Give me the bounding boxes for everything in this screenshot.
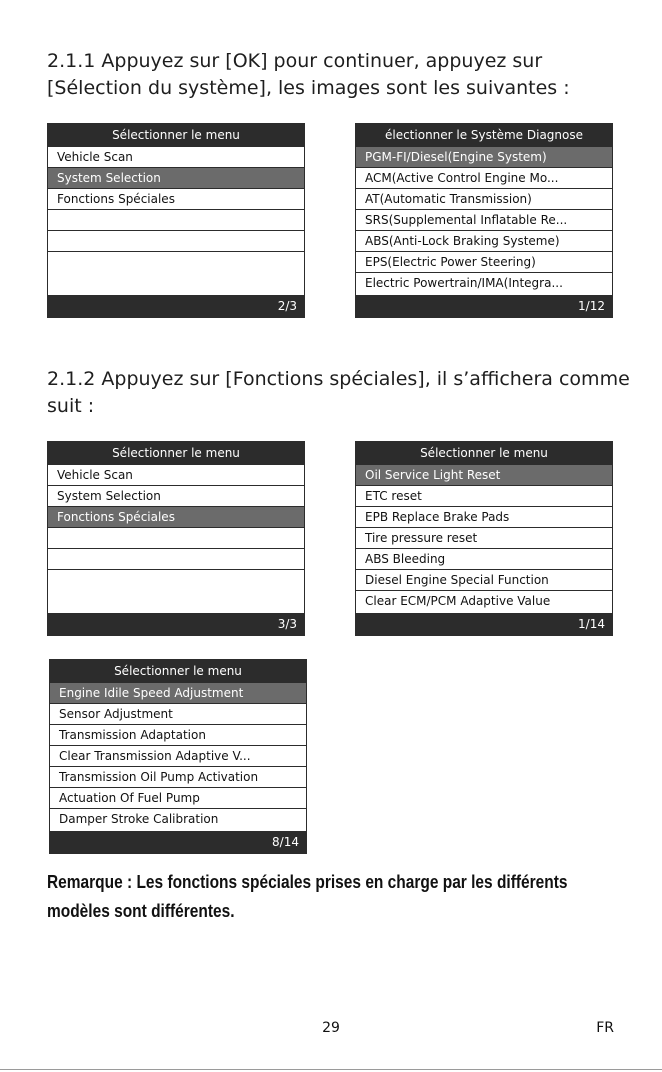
heading-line: [Sélection du système], les images sont les suivantes : bbox=[47, 77, 570, 99]
function-item[interactable]: Sensor Adjustment bbox=[50, 704, 306, 725]
menu-item-empty bbox=[48, 549, 304, 570]
page-indicator: 3/3 bbox=[277, 617, 297, 631]
function-item[interactable]: Damper Stroke Calibration bbox=[59, 812, 219, 826]
page-number: 29 bbox=[322, 1020, 340, 1036]
section-heading-2-1-1 bbox=[47, 48, 627, 102]
remark-note bbox=[47, 868, 568, 926]
function-item[interactable]: EPB Replace Brake Pads bbox=[356, 507, 612, 528]
menu-item-empty bbox=[48, 528, 304, 549]
page-indicator: 2/3 bbox=[277, 299, 297, 313]
page-indicator: 1/14 bbox=[578, 617, 605, 631]
screen-title: électionner le Système Diagnose bbox=[384, 128, 584, 142]
system-item[interactable]: Electric Powertrain/IMA(Integra... bbox=[365, 276, 563, 290]
function-item[interactable]: Actuation Of Fuel Pump bbox=[50, 788, 306, 809]
menu-item-empty bbox=[48, 210, 304, 231]
function-item[interactable]: ETC reset bbox=[356, 486, 612, 507]
function-item[interactable]: Diesel Engine Special Function bbox=[356, 570, 612, 591]
menu-item-selected[interactable]: System Selection bbox=[48, 168, 304, 189]
menu-item[interactable]: Fonctions Spéciales bbox=[48, 189, 304, 210]
menu-item-selected[interactable]: Fonctions Spéciales bbox=[48, 507, 304, 528]
function-list bbox=[356, 465, 612, 613]
system-item[interactable]: SRS(Supplemental Inflatable Re... bbox=[356, 210, 612, 231]
function-list bbox=[50, 683, 306, 831]
device-screen-system-selection bbox=[355, 123, 613, 318]
section-heading-2-1-2 bbox=[47, 366, 630, 420]
screen-title: Sélectionner le menu bbox=[112, 128, 240, 142]
heading-line: 2.1.2 Appuyez sur [Fonctions spéciales], il s’affichera comme bbox=[47, 368, 630, 390]
menu-item-empty bbox=[48, 570, 304, 611]
page-indicator: 1/12 bbox=[578, 299, 605, 313]
page-indicator: 8/14 bbox=[272, 835, 299, 849]
menu-item[interactable]: Vehicle Scan bbox=[48, 465, 304, 486]
menu-item[interactable]: Vehicle Scan bbox=[48, 147, 304, 168]
system-item[interactable]: ACM(Active Control Engine Mo... bbox=[356, 168, 612, 189]
footer-divider bbox=[0, 1069, 662, 1070]
menu-item-empty bbox=[48, 252, 304, 293]
function-item-selected[interactable]: Engine Idile Speed Adjustment bbox=[50, 683, 306, 704]
device-screen-menu-2 bbox=[47, 441, 305, 636]
function-item[interactable]: Clear ECM/PCM Adaptive Value bbox=[365, 594, 551, 608]
device-screen-menu-1 bbox=[47, 123, 305, 318]
heading-line: 2.1.1 Appuyez sur [OK] pour continuer, appuyez sur bbox=[47, 50, 543, 72]
system-item-selected[interactable]: PGM-FI/Diesel(Engine System) bbox=[356, 147, 612, 168]
system-item[interactable]: ABS(Anti-Lock Braking Systeme) bbox=[356, 231, 612, 252]
function-item[interactable]: Transmission Adaptation bbox=[50, 725, 306, 746]
menu-list bbox=[48, 465, 304, 613]
menu-list bbox=[48, 147, 304, 295]
language-code: FR bbox=[596, 1020, 614, 1036]
system-item[interactable]: AT(Automatic Transmission) bbox=[356, 189, 612, 210]
function-item[interactable]: Transmission Oil Pump Activation bbox=[50, 767, 306, 788]
screen-title: Sélectionner le menu bbox=[112, 446, 240, 460]
device-screen-special-functions-1 bbox=[355, 441, 613, 636]
system-item[interactable]: EPS(Electric Power Steering) bbox=[356, 252, 612, 273]
screen-title: Sélectionner le menu bbox=[420, 446, 548, 460]
device-screen-special-functions-8 bbox=[49, 659, 307, 854]
menu-item[interactable]: System Selection bbox=[48, 486, 304, 507]
remark-line: Remarque : Les fonctions spéciales prises en charge par les différents bbox=[47, 872, 568, 892]
function-item[interactable]: ABS Bleeding bbox=[356, 549, 612, 570]
menu-item-empty bbox=[48, 231, 304, 252]
screen-title: Sélectionner le menu bbox=[114, 664, 242, 678]
function-item[interactable]: Clear Transmission Adaptive V... bbox=[50, 746, 306, 767]
heading-line: suit : bbox=[47, 395, 95, 417]
system-list bbox=[356, 147, 612, 295]
function-item-selected[interactable]: Oil Service Light Reset bbox=[356, 465, 612, 486]
remark-line: modèles sont différentes. bbox=[47, 901, 235, 921]
function-item[interactable]: Tire pressure reset bbox=[356, 528, 612, 549]
